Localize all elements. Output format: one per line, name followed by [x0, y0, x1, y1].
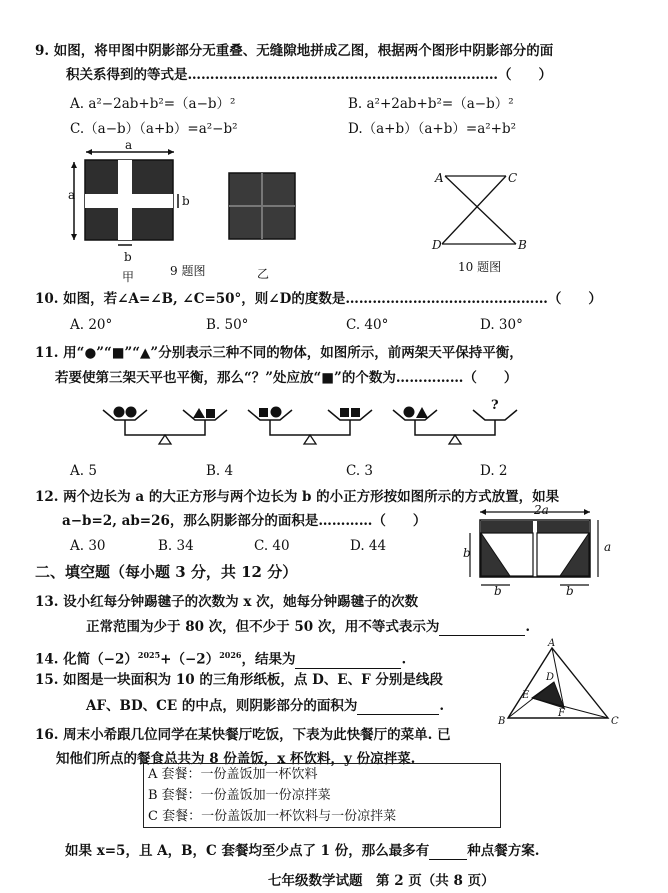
q12-figure — [462, 502, 612, 602]
q16-menu-table — [143, 763, 501, 828]
q13-answer-blank[interactable] — [439, 621, 525, 636]
q10-option-b: B. 50° — [206, 317, 249, 333]
q14-stem: 14. 化简$(-2)^{2025}+(-2)^{2026}$，结果为 . — [35, 650, 407, 668]
q15-answer-blank[interactable] — [357, 700, 439, 715]
q9-option-d: D.（a+b）（a+b）=a²+b² — [348, 121, 517, 137]
q12-label-b-bottom-right: b — [566, 584, 574, 598]
q14-exponent-2: 2026 — [219, 650, 242, 660]
q11-option-b: B. 4 — [206, 463, 234, 479]
q15-point-a: A — [548, 638, 556, 649]
q9-option-b: B. a²+2ab+b²=（a−b）² — [348, 96, 514, 112]
q16-stem-line3 — [65, 842, 539, 860]
table-row — [144, 806, 501, 828]
q16-stem-line1: 16. 周末小希跟几位同学在某快餐厅吃饭，下表为此快餐厅的菜单. 已 — [35, 727, 451, 743]
q10-point-d: D — [432, 238, 442, 252]
q14-suffix: ，结果为 — [241, 651, 296, 668]
q11-option-a: A. 5 — [70, 463, 97, 479]
q14-exponent-1: 2025 — [137, 650, 161, 660]
q10-option-c: C. 40° — [346, 317, 389, 333]
q12-option-b: B. 34 — [158, 538, 194, 554]
q9-option-c: C.（a−b）（a+b）=a²−b² — [70, 121, 238, 137]
q12-option-a: A. 30 — [70, 538, 106, 554]
q14-mid: +（−2） — [160, 651, 220, 668]
q13-stem-line2-text: 正常范围为少于 80 次，但不少于 50 次，用不等式表示为 — [86, 619, 440, 635]
q11-balances-figure — [95, 398, 535, 450]
q11-stem-line1: 11. 用“●”“■”“▲”分别表示三种不同的物体，如图所示，前两架天平保持平衡， — [35, 345, 523, 361]
q9-jia-label-b-bottom: b — [124, 250, 132, 264]
q12-label-b-bottom-left: b — [494, 584, 502, 598]
q10-point-c: C — [508, 171, 518, 185]
q10-point-a: A — [435, 171, 444, 185]
q9-jia-label-a-top: a — [125, 138, 133, 152]
q12-label-b-left: b — [463, 546, 471, 560]
q12-stem-line1: 12. 两个边长为 a 的大正方形与两个边长为 b 的小正方形按如图所示的方式放置，如果 — [35, 489, 560, 505]
page-footer: 七年级数学试题 第 2 页（共 8 页） — [268, 873, 495, 889]
q15-point-d: D — [546, 672, 555, 683]
q10-stem: 10. 如图，若∠A=∠B, ∠C=50°，则∠D的度数是………………………………………（ ） — [35, 291, 602, 307]
q15-stem-line1: 15. 如图是一块面积为 10 的三角形纸板，点 D、E、F 分别是线段 — [35, 672, 443, 688]
q15-point-b: B — [498, 716, 506, 727]
menu-item-a: A 套餐：一份盖饭加一杯饮料 — [148, 767, 318, 782]
q9-jia-label-b-right: b — [182, 194, 190, 208]
q11-stem-line2: 若要使第三架天平也平衡，那么“？”处应放“■”的个数为……………（ ） — [55, 370, 518, 386]
q12-label-a-right: a — [604, 540, 612, 554]
q9-jia-label-a-left: a — [68, 188, 76, 202]
menu-item-b: B 套餐：一份盖饭加一份凉拌菜 — [148, 788, 331, 803]
q11-option-d: D. 2 — [480, 463, 508, 479]
table-row — [144, 764, 501, 786]
q11-option-c: C. 3 — [346, 463, 374, 479]
q14-prefix: 14. 化简（−2） — [35, 651, 138, 668]
menu-item-c: C 套餐：一份盖饭加一杯饮料与一份凉拌菜 — [148, 809, 397, 824]
q16-answer-blank[interactable] — [429, 845, 467, 860]
q15-stem-line2-text: AF、BD、CE 的中点，则阴影部分的面积为 — [86, 698, 358, 714]
q9-stem-line2: 积关系得到的等式是……………………………………………………………（ ） — [66, 67, 552, 83]
q15-point-e: E — [522, 690, 530, 701]
section-2-heading: 二、填空题（每小题 3 分，共 12 分） — [35, 563, 298, 581]
q13-stem-line2: 正常范围为少于 80 次，但不少于 50 次，用不等式表示为 . — [86, 619, 531, 635]
q12-stem-line2: a−b=2, ab=26，那么阴影部分的面积是…………（ ） — [62, 513, 427, 529]
q12-option-d: D. 44 — [350, 538, 387, 554]
q10-option-d: D. 30° — [480, 317, 523, 333]
q10-point-b: B — [518, 238, 527, 252]
q16-stem-line2: 知他们所点的餐食总共为 8 份盖饭，x 杯饮料，y 份凉拌菜. — [56, 751, 416, 767]
q9-figure-yi — [228, 172, 298, 242]
q14-answer-blank[interactable] — [295, 654, 401, 669]
q9-stem-line1: 9. 如图，将甲图中阴影部分无重叠、无缝隙地拼成乙图，根据两个图形中阴影部分的面 — [35, 43, 554, 59]
q15-stem-line2: AF、BD、CE 的中点，则阴影部分的面积为 . — [86, 698, 445, 714]
q10-figure-caption: 10 题图 — [458, 260, 502, 274]
q12-option-c: C. 40 — [254, 538, 290, 554]
q9-label-jia: 甲 — [122, 270, 135, 284]
q16-stem-line3-a: 如果 x=5，且 A，B，C 套餐均至少点了 1 份，那么最多有 — [65, 843, 430, 859]
q9-label-yi: 乙 — [257, 267, 270, 281]
q15-point-f: F — [558, 708, 565, 719]
q15-point-c: C — [611, 716, 619, 727]
q16-stem-line3-b: 种点餐方案. — [467, 843, 540, 859]
q10-option-a: A. 20° — [70, 317, 113, 333]
q11-question-mark: ? — [491, 398, 499, 413]
table-row — [144, 785, 501, 806]
q12-label-2a: 2a — [534, 503, 549, 517]
q9-figure-caption: 9 题图 — [170, 264, 206, 278]
q13-stem-line1: 13. 设小红每分钟踢毽子的次数为 x 次，她每分钟踢毽子的次数 — [35, 594, 419, 610]
q9-option-a: A. a²−2ab+b²=（a−b）² — [70, 96, 236, 112]
